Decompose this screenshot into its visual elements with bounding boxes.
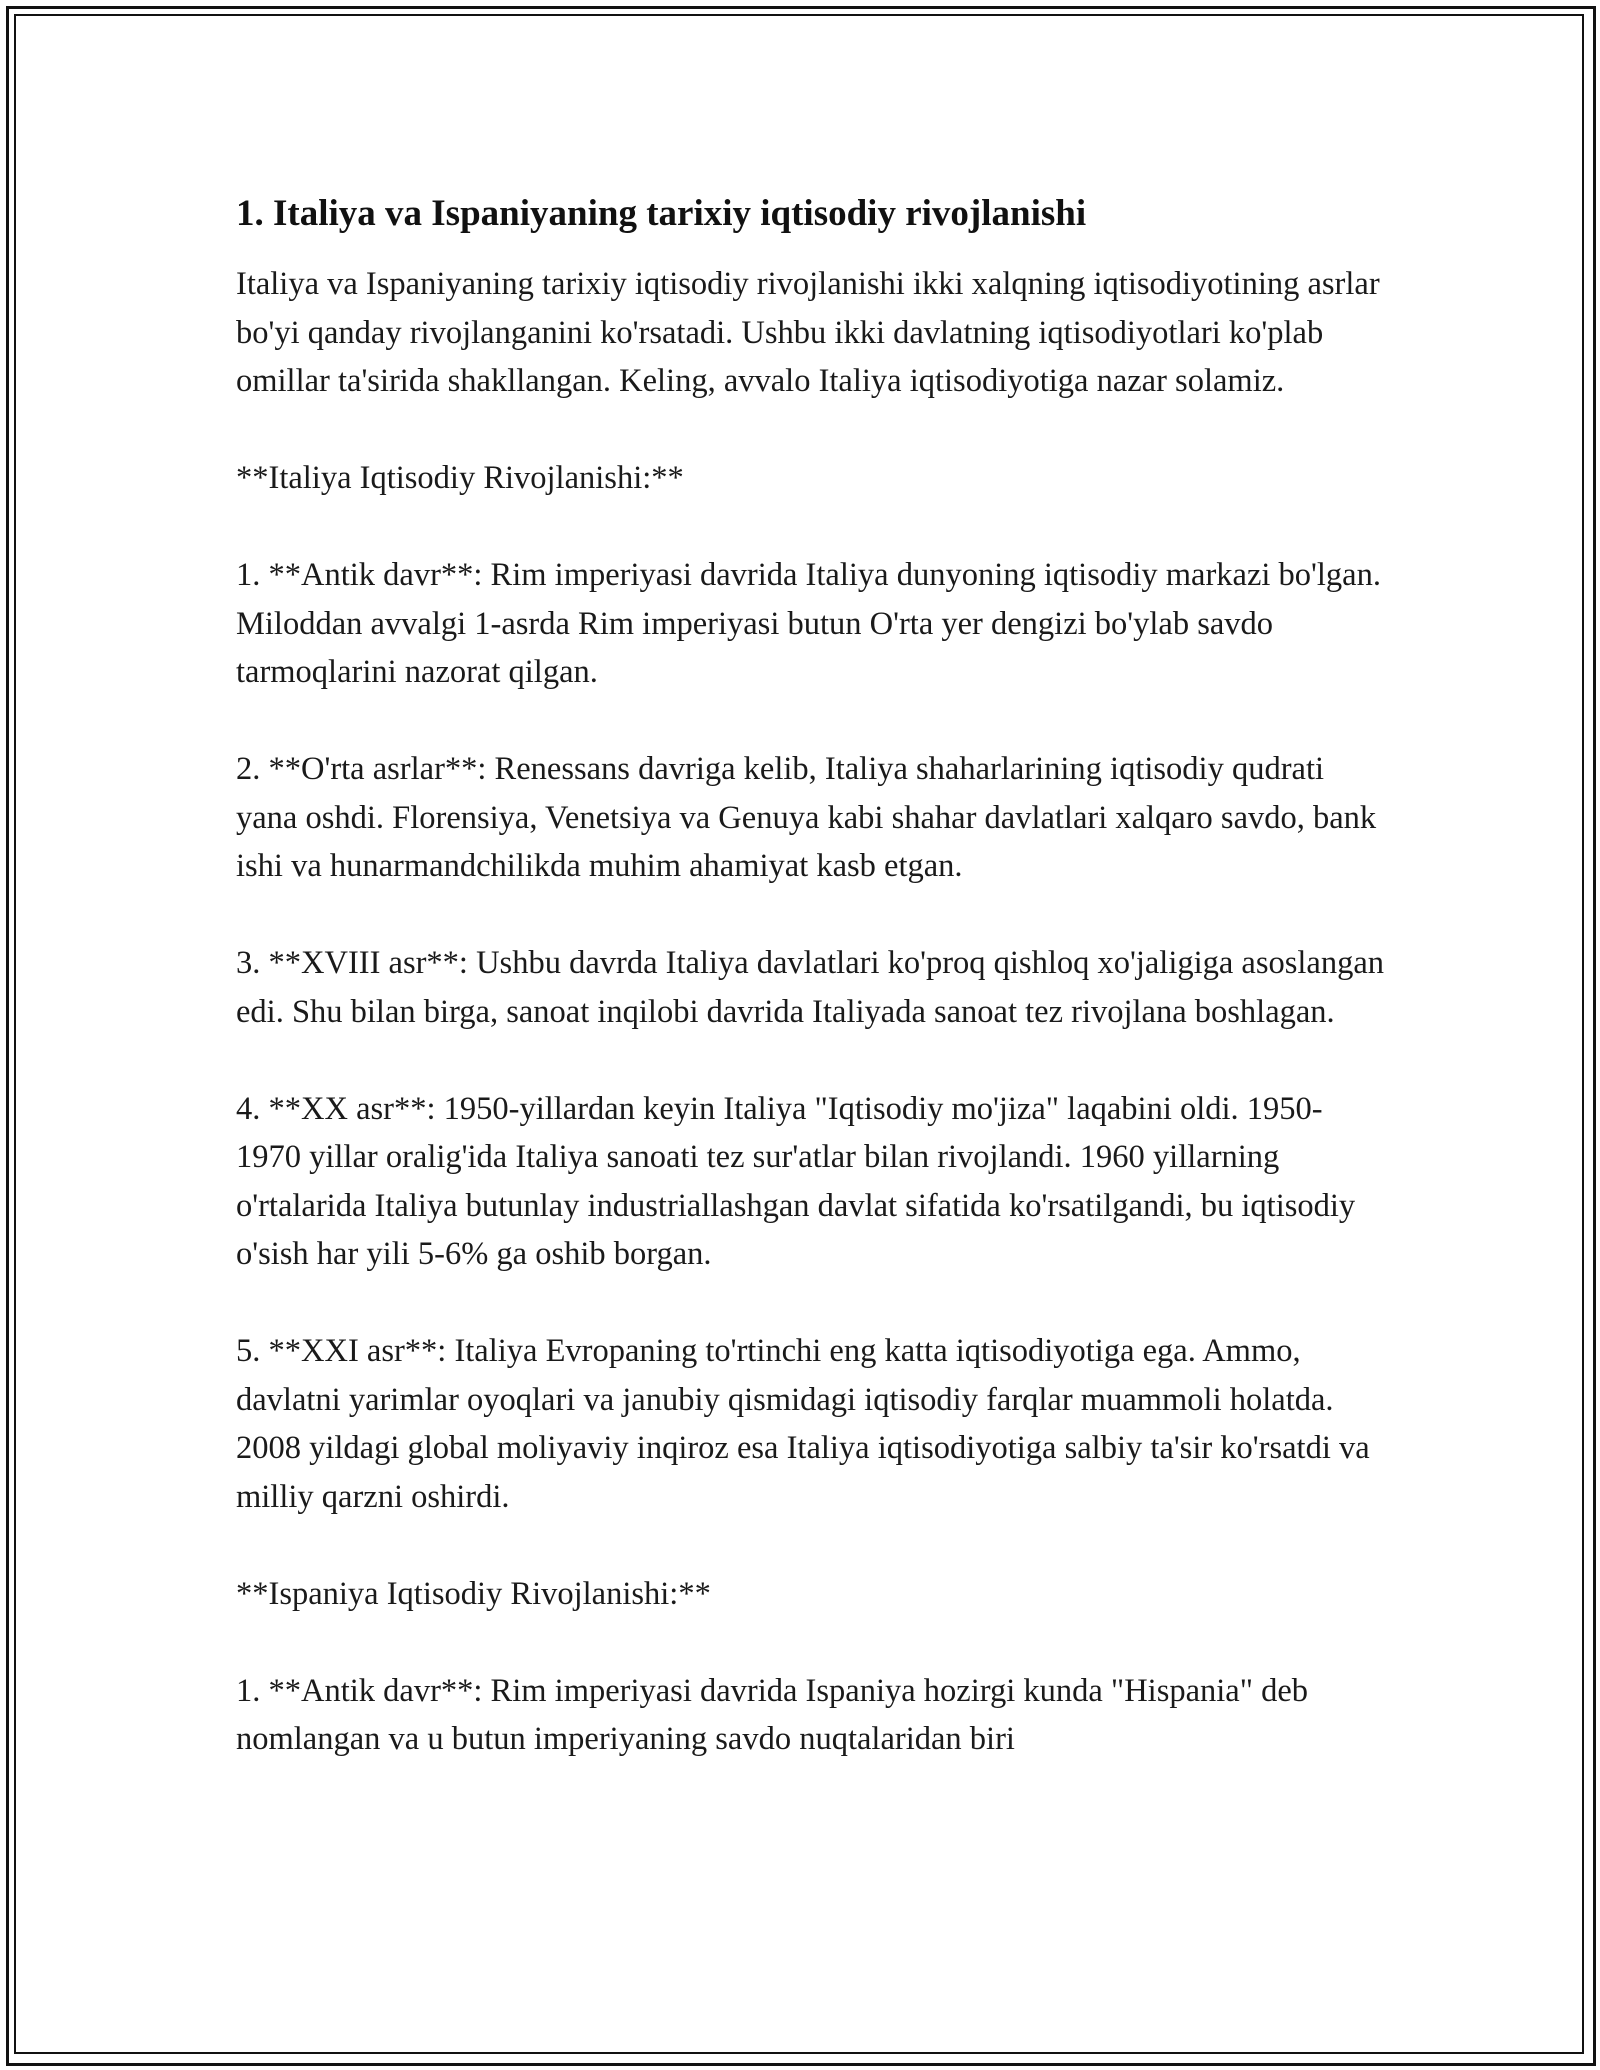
italy-item-antik: 1. **Antik davr**: Rim imperiyasi davrida Italiya dunyoning iqtisodiy markazi bo'lgan. Miloddan avvalgi 1-asrda Rim imperiyasi butun O'rta yer dengizi bo'ylab savdo tarmoqlarini nazorat qilgan.: [236, 557, 1381, 690]
italy-item-xx: 4. **XX asr**: 1950-yillardan keyin Italiya "Iqtisodiy mo'jiza" laqabini oldi. 1950-1970 yillar oralig'ida Italiya sanoati tez sur'atlar bilan rivojlandi. 1960 yillarning o'rtalarida Italiya butunlay industriallashgan davlat sifatida ko'rsatilgandi, bu iqtisodiy o'sish har yili 5-6% ga oshib borgan.: [236, 1090, 1356, 1272]
document-body: [236, 190, 1386, 1764]
document-title: 1. Italiya va Ispaniyaning tarixiy iqtisodiy rivojlanishi: [236, 193, 1087, 234]
italy-section-heading: **Italiya Iqtisodiy Rivojlanishi:**: [236, 460, 684, 496]
italy-item-xxi: 5. **XXI asr**: Italiya Evropaning to'rtinchi eng katta iqtisodiyotiga ega. Ammo, davlatni yarimlar oyoqlari va janubiy qismidagi iqtisodiy farqlar muammoli holatda. 2008 yildagi global moliyaviy inqiroz esa Italiya iqtisodiyotiga salbiy ta'sir ko'rsatdi va milliy qarzni oshirdi.: [236, 1333, 1370, 1515]
spain-section-heading: **Ispaniya Iqtisodiy Rivojlanishi:**: [236, 1575, 711, 1612]
italy-item-orta-asrlar: 2. **O'rta asrlar**: Renessans davriga kelib, Italiya shaharlarining iqtisodiy qudrati yana oshdi. Florensiya, Venetsiya va Genuya kabi shahar davlatlari xalqaro savdo, bank ishi va hunarmandchilikda muhim ahamiyat kasb etgan.: [236, 751, 1377, 884]
intro-paragraph: Italiya va Ispaniyaning tarixiy iqtisodiy rivojlanishi ikki xalqning iqtisodiyotining asrlar bo'yi qanday rivojlanganini ko'rsatadi. Ushbu ikki davlatning iqtisodiyotlari ko'plab omillar ta'sirida shakllangan. Keling, avvalo Italiya iqtisodiyotiga nazar solamiz.: [236, 266, 1380, 399]
italy-item-xviii: 3. **XVIII asr**: Ushbu davrda Italiya davlatlari ko'proq qishloq xo'jaligiga asoslangan edi. Shu bilan birga, sanoat inqilobi davrida Italiyada sanoat tez rivojlana boshlagan.: [236, 945, 1385, 1030]
spain-item-antik: 1. **Antik davr**: Rim imperiyasi davrida Ispaniya hozirgi kunda "Hispania" deb nomlangan va u butun imperiyaning savdo nuqtalaridan biri: [236, 1672, 1309, 1757]
